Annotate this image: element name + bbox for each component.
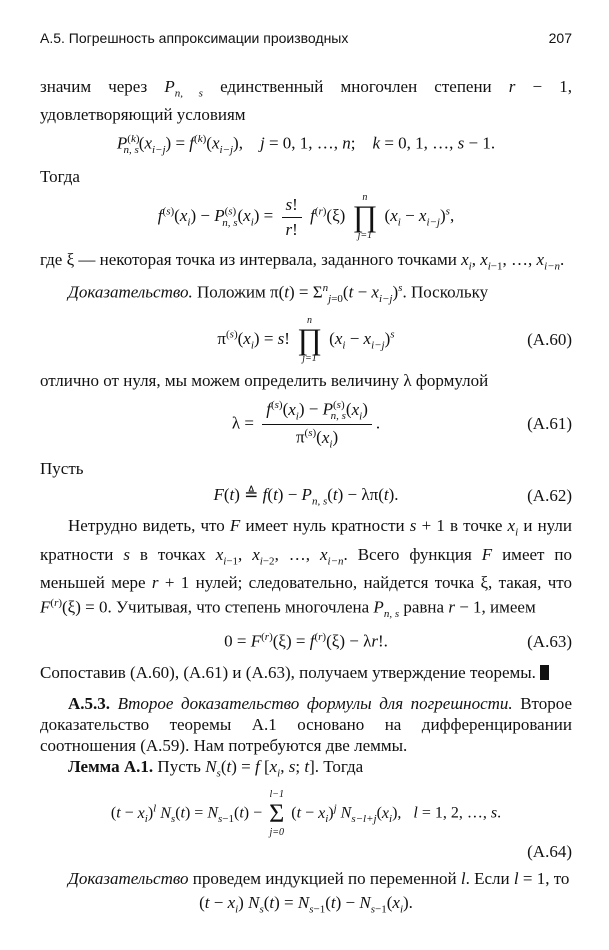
main-error-formula: $f^{(s)}(x_i) - P^{(s)}_{n, s}(x_i)$ = $\frac{s!}{r!}$ $f^{(r)}(\xi)$ n ∏ j=1 $(x_i - x_{i-j})^s$, [157, 192, 455, 242]
equation-number-a63: (A.63) [527, 631, 572, 651]
equation-number-a62: (A.62) [527, 486, 572, 506]
equation-number-a64: (A.64) [527, 842, 572, 862]
zeros-paragraph: Нетрудно видеть, что F имеет нуль кратности s + 1 в точке $x_i$ и нули кратности s в точках $x_{i-1}$, $x_{i-2}$, …, $x_{i-n}$. Всего функция F имеет по меньшей мере r + 1 нулей; следовательно, найдется точка ξ, такая, что $F^{(r)}(\xi) = 0$. Учитывая, что степень многочлена $P_{n, s}$ равна r − 1, имеем [40, 516, 573, 621]
where-paragraph: где ξ — некоторая точка из интервала, заданного точками $x_i$, $x_{i-1}$, …, $x_{i-n}$. [40, 250, 565, 273]
section-heading: Второе доказательство формулы для погрешности. [117, 693, 513, 713]
equation-a64: $(t - x_i)^l$ $N_s(t) = N_{s-1}(t)$ − l−1 Σ j=0 $(t - x_i)^j$ $N_{s-l+j}(x_i)$, l = 1, 2, …, s. [110, 789, 502, 839]
end-of-proof-mark [540, 665, 549, 680]
intro-paragraph: значим через $P_{n, s}$ единственный многочлен степени r − 1, удовлетворяющий условиям [40, 77, 572, 125]
compare-paragraph [40, 662, 572, 683]
equation-a62: F(t) ≜ $f(t) - P_{n, s}(t) - \lambda\pi(t)$. (A.62) [213, 484, 572, 508]
then-word: Тогда [40, 167, 80, 187]
lemma-paragraph: Лемма А.1. Пусть $N_s(t) = f$ [$x_i$, s; t]. Тогда [68, 756, 364, 780]
section-title: А.5. Погрешность аппроксимации производных [40, 30, 349, 46]
equation-number-a61: (A.61) [527, 414, 572, 434]
induction-base-formula: $(t - x_i)$ $N_s(t) = N_{s-1}(t) - N_{s-1}(x_i)$. [199, 893, 413, 916]
section-a53 [40, 693, 572, 756]
lemma-label: Лемма А.1. [68, 756, 154, 776]
equation-a63: $0 = F^{(r)}(\xi) = f^{(r)}(\xi) - \lambda r$!. (A.63) [224, 631, 572, 651]
compare-text: Сопоставив (A.60), (A.61) и (A.63), получаем утверждение теоремы. [40, 662, 536, 682]
page-header [40, 30, 572, 46]
let-word: Пусть [40, 458, 84, 478]
section-body: Второе доказательство теоремы А.1 основано на дифференцировании соотношения (А.59). Нам потребуются две леммы. [40, 693, 572, 755]
page-number: 207 [548, 30, 572, 46]
equation-number-a60: (A.60) [527, 329, 572, 349]
condition-formula: $P^{(k)}_{n, s}(x_{i-j}) = f^{(k)}(x_{i-j})$, j = 0, 1, …, n; k = 0, 1, …, s − 1. [116, 133, 496, 157]
nonzero-paragraph: отлично от нуля, мы можем определить величину λ формулой [40, 370, 489, 390]
section-number: A.5.3. [68, 693, 111, 713]
document-page [40, 30, 572, 920]
equation-a61: λ = $\frac{f^{(s)}(x_i) - P^{(s)}_{n, s}(x_i)}{\pi^{(s)}(x_i)}$ . (A.61) [231, 398, 572, 450]
proof-paragraph: Доказательство. Положим $\pi(t) = \Sigma^n_{j=0}(t - x_{i-j})^s$. Поскольку [68, 281, 489, 305]
induction-paragraph: Доказательство проведем индукцией по переменной l. Если l = 1, то [68, 869, 570, 889]
equation-a60: $\pi^{(s)}(x_i) = s$! n ∏ j=1 $(x_i - x_{i-j})^s$ (A.60) [217, 314, 572, 364]
